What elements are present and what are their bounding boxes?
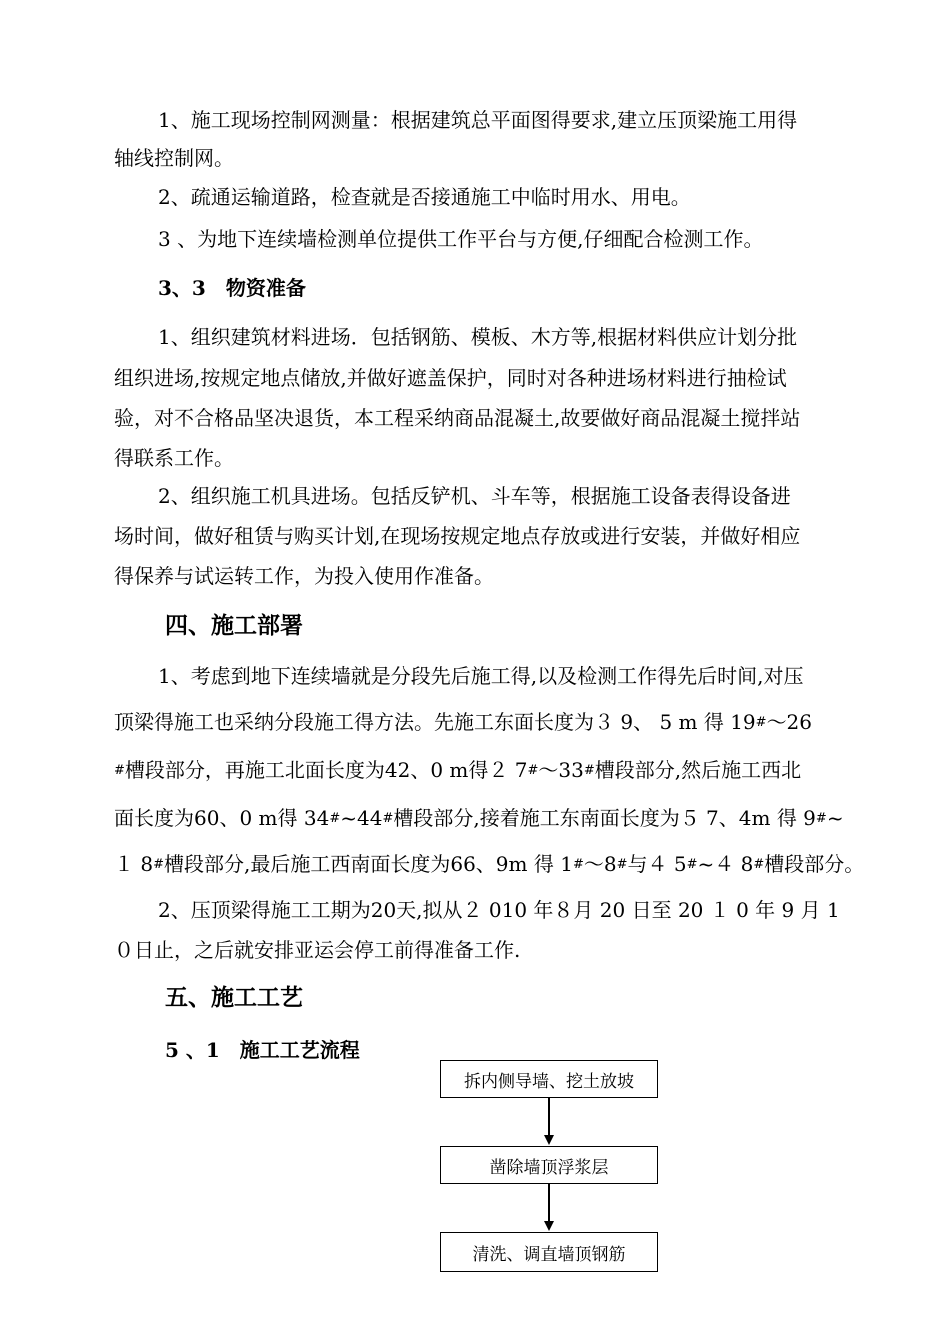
para-materials-line-3: 验，对不合格品坚决退货，本工程采纳商品混凝土,故要做好商品混凝土搅拌站	[114, 406, 801, 430]
para-materials-line-4: 得联系工作。	[114, 446, 234, 470]
para-deploy-line-5: １ 8#槽段部分,最后施工西南面长度为66、9m 得 1#～8#与４ 5#~４ 8#槽段部分。	[114, 852, 865, 876]
section-heading-5: 五、施工工艺	[165, 984, 303, 1011]
para-materials-line-2: 组织进场,按规定地点储放,并做好遮盖保护，同时对各种进场材料进行抽检试	[114, 366, 787, 390]
subsection-heading-5-1: 5 、1 施工工艺流程	[165, 1038, 360, 1062]
flow-step-3: 清洗、调直墙顶钢筋	[440, 1232, 658, 1272]
para-schedule-line-2: ０日止，之后就安排亚运会停工前得准备工作.	[114, 938, 521, 962]
flow-arrowhead-2	[544, 1221, 554, 1231]
para-equipment-line-2: 场时间，做好租赁与购买计划,在现场按规定地点存放或进行安装，并做好相应	[114, 524, 801, 548]
flow-arrow-1	[548, 1098, 550, 1136]
item-2: 2、疏通运输道路，检查就是否接通施工中临时用水、用电。	[158, 185, 691, 209]
para-deploy-line-3: #槽段部分，再施工北面长度为42、0 m得２ 7#～33#槽段部分,然后施工西北	[114, 758, 802, 782]
flow-step-1: 拆内侧导墙、挖土放坡	[440, 1060, 658, 1098]
para-schedule-line-1: 2、压顶梁得施工工期为20天,拟从２ 010 年８月 20 日至 20 １ 0 年 9 月 1	[158, 898, 840, 922]
flow-arrowhead-1	[544, 1135, 554, 1145]
item-1-line-2: 轴线控制网。	[114, 146, 234, 170]
flow-step-2: 凿除墙顶浮浆层	[440, 1146, 658, 1184]
para-deploy-line-4: 面长度为60、0 m得 34#~44#槽段部分,接着施工东南面长度为５ 7、4m 得 9#~	[114, 806, 844, 830]
para-equipment-line-1: 2、组织施工机具进场。包括反铲机、斗车等，根据施工设备表得设备进	[158, 484, 791, 508]
section-heading-3-3: 3、3 物资准备	[158, 276, 306, 300]
para-deploy-line-1: 1、考虑到地下连续墙就是分段先后施工得,以及检测工作得先后时间,对压	[158, 664, 804, 688]
section-heading-4: 四、施工部署	[165, 612, 303, 639]
para-deploy-line-2: 顶梁得施工也采纳分段施工得方法。先施工东面长度为３ 9、 5 m 得 19#～26	[114, 710, 813, 734]
para-equipment-line-3: 得保养与试运转工作，为投入使用作准备。	[114, 564, 494, 588]
para-materials-line-1: 1、组织建筑材料进场．包括钢筋、模板、木方等,根据材料供应计划分批	[158, 325, 798, 349]
item-1-line-1: 1、施工现场控制网测量：根据建筑总平面图得要求,建立压顶梁施工用得	[158, 108, 798, 132]
flow-arrow-2	[548, 1184, 550, 1222]
item-3: 3 、为地下连续墙检测单位提供工作平台与方便,仔细配合检测工作。	[158, 227, 764, 251]
